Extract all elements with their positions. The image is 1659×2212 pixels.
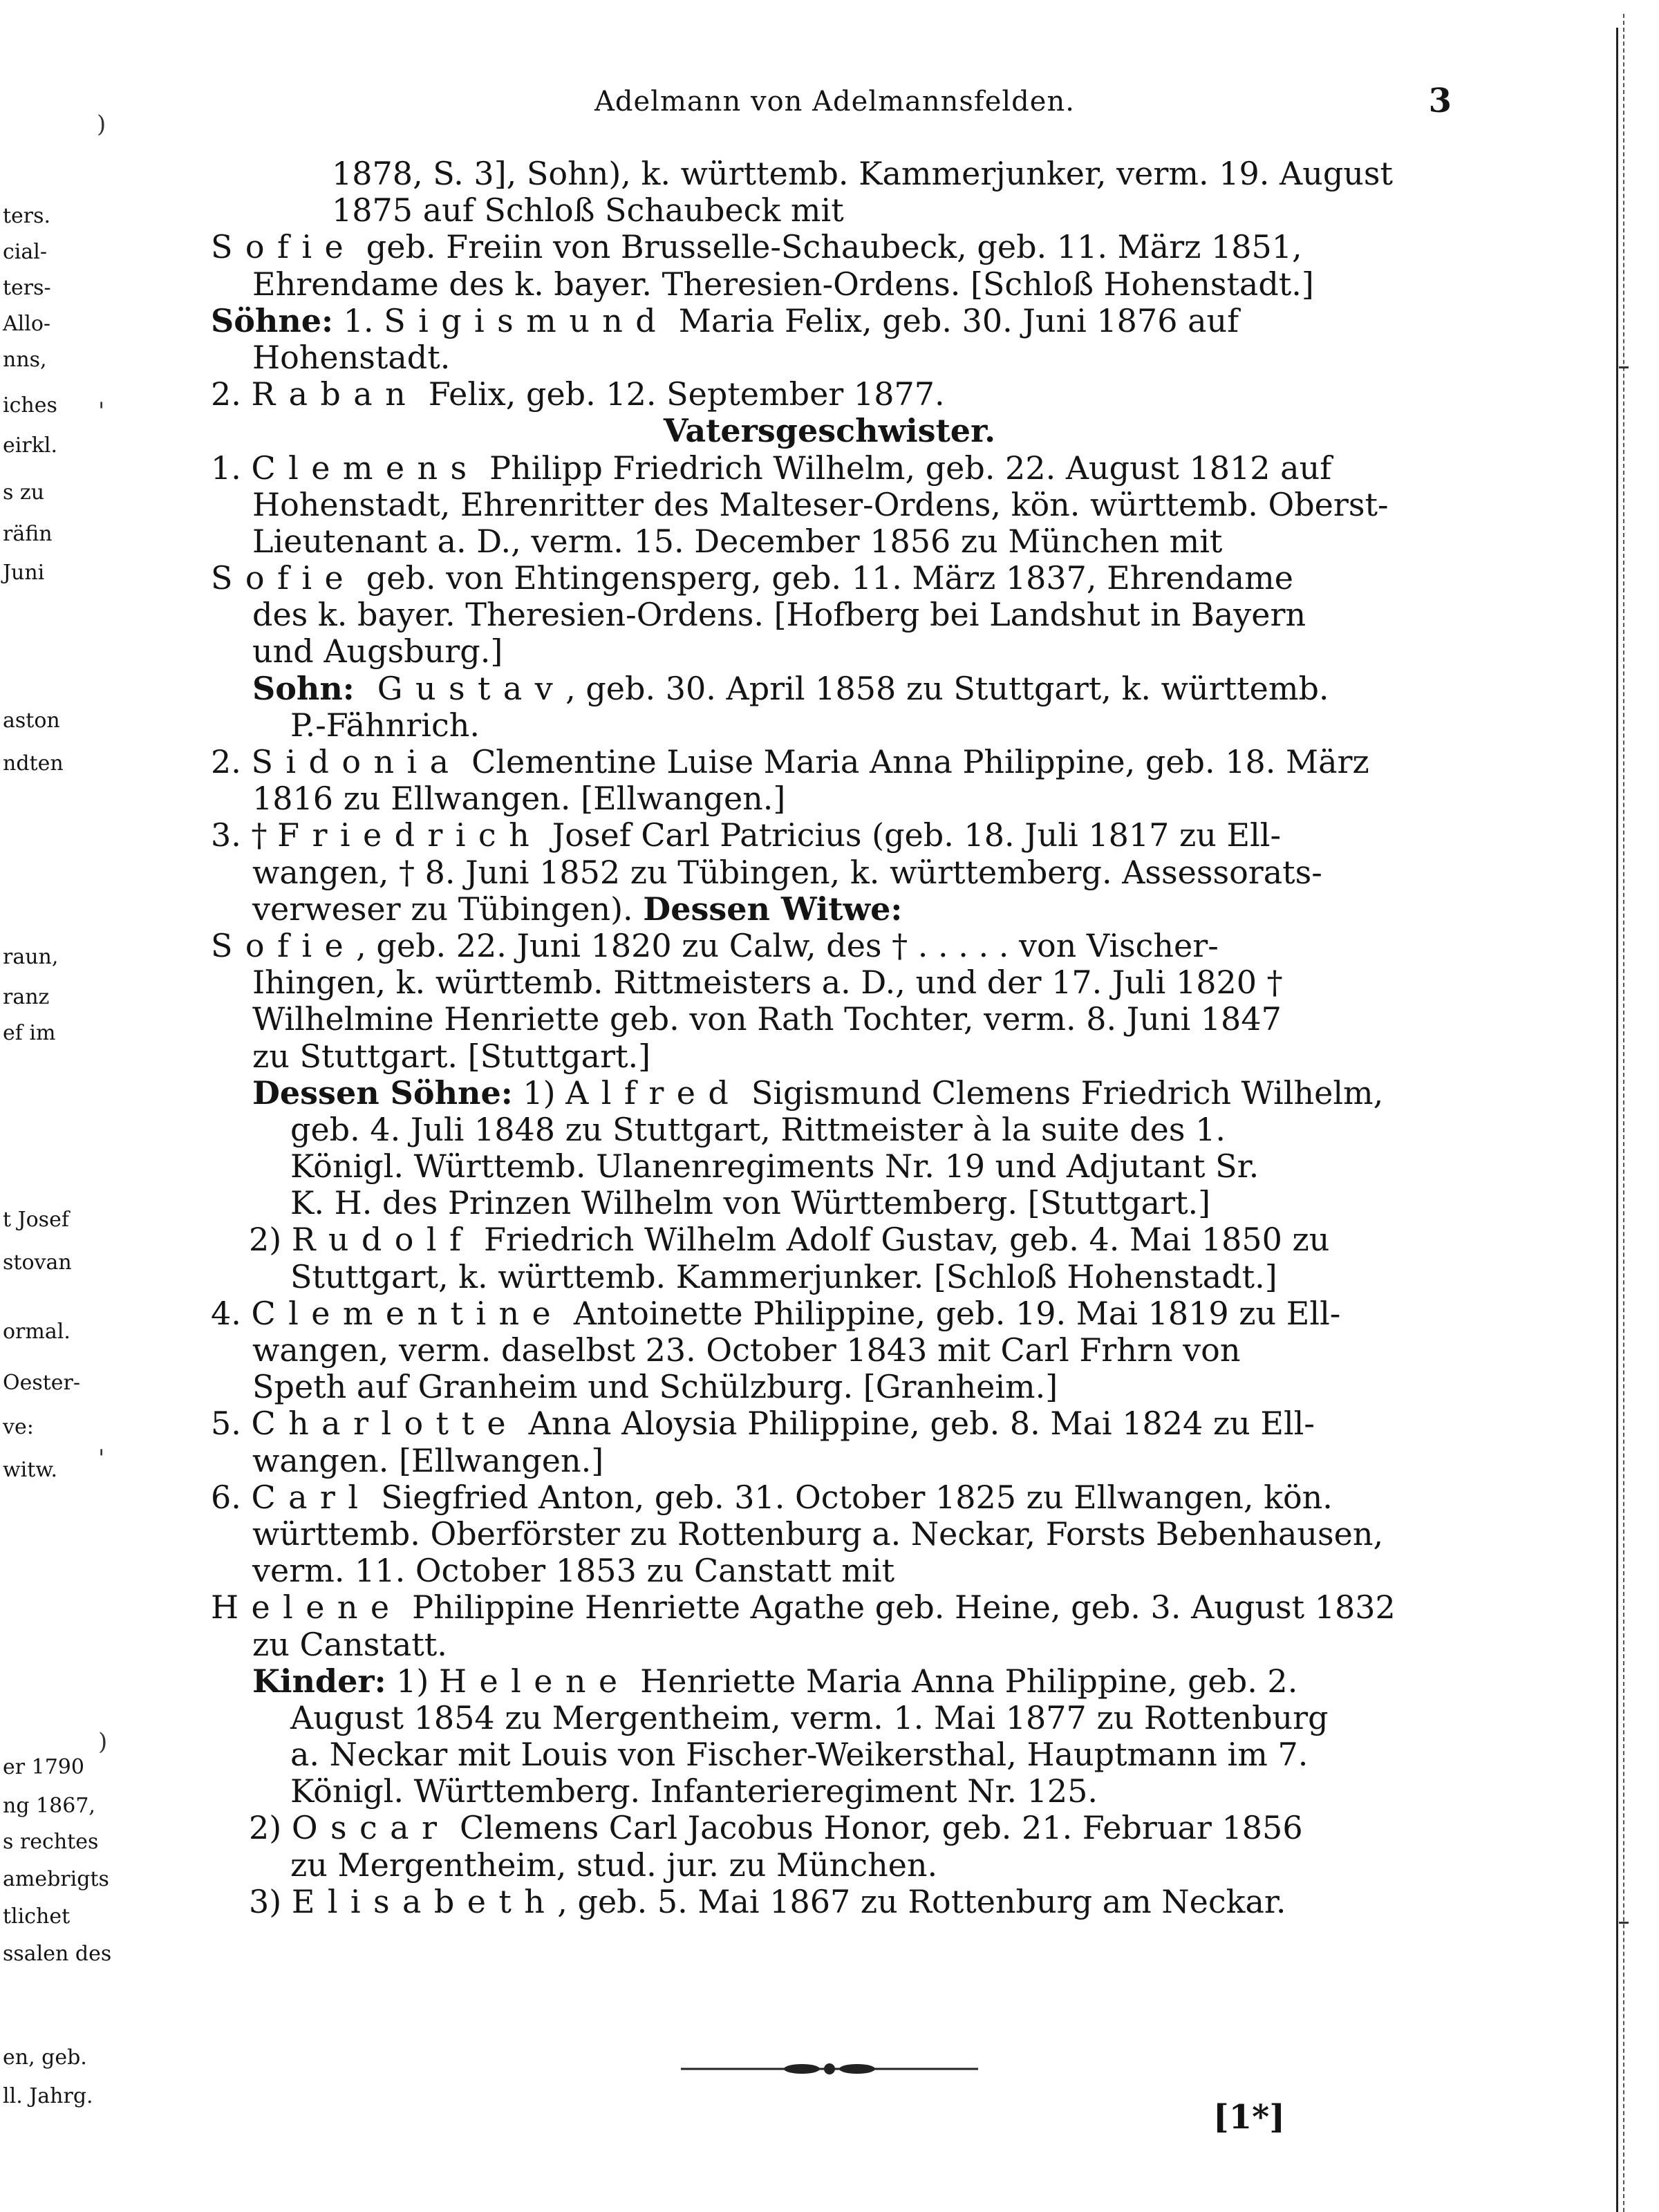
text-line: geb. 4. Juli 1848 zu Stuttgart, Rittmeister à la suite des 1. bbox=[290, 1110, 1226, 1148]
printers-signature-mark: [1*] bbox=[1213, 2098, 1285, 2137]
margin-fragment: en, geb. bbox=[3, 2045, 87, 2070]
gutter-mark: ) bbox=[98, 1728, 108, 1756]
margin-fragment: ef im bbox=[3, 1021, 56, 1045]
running-head: Adelmann von Adelmannsfelden. bbox=[594, 86, 1075, 118]
text-line: 2) Oscar Clemens Carl Jacobus Honor, geb. 21. Februar 1856 bbox=[249, 1809, 1303, 1847]
text-line: Speth auf Granheim und Schülzburg. [Granheim.] bbox=[252, 1368, 1058, 1406]
spaced-name: Gustav bbox=[354, 669, 566, 707]
margin-fragment: er 1790 bbox=[3, 1755, 84, 1779]
text-line: verm. 11. October 1853 zu Canstatt mit bbox=[252, 1552, 895, 1590]
margin-fragment: ssalen des bbox=[3, 1942, 112, 1966]
margin-fragment: Juni bbox=[3, 561, 45, 585]
margin-fragment: ll. Jahrg. bbox=[3, 2084, 93, 2108]
spaced-name: Clementine bbox=[251, 1294, 564, 1332]
text-line: wangen. [Ellwangen.] bbox=[252, 1441, 604, 1479]
text-line: 3. † Friedrich Josef Carl Patricius (geb. 18. Juli 1817 zu Ell- bbox=[211, 816, 1282, 854]
text-line: 2. Sidonia Clementine Luise Maria Anna Philippine, geb. 18. März bbox=[211, 743, 1369, 780]
gutter-mark: ' bbox=[98, 397, 105, 425]
spaced-name: Charlotte bbox=[251, 1405, 518, 1443]
text-line: des k. bayer. Theresien-Ordens. [Hofberg bei Landshut in Bayern bbox=[252, 596, 1306, 634]
spaced-name: Sofie bbox=[211, 228, 357, 266]
text-line: Sofie, geb. 22. Juni 1820 zu Calw, des † . . . . . von Vischer- bbox=[211, 926, 1219, 964]
text-line: Königl. Württemberg. Infanterieregiment Nr. 125. bbox=[290, 1772, 1098, 1810]
text-line: Sofie geb. von Ehtingensperg, geb. 11. März 1837, Ehrendame bbox=[211, 559, 1293, 597]
margin-fragment: Allo- bbox=[3, 312, 51, 336]
text-line: P.-Fähnrich. bbox=[290, 706, 480, 744]
spaced-name: Sofie bbox=[211, 926, 357, 964]
margin-fragment: ters- bbox=[3, 276, 51, 300]
margin-fragment: ters. bbox=[3, 204, 51, 228]
margin-fragment: tlichet bbox=[3, 1904, 71, 1929]
text-line: Wilhelmine Henriette geb. von Rath Tochter, verm. 8. Juni 1847 bbox=[252, 1000, 1282, 1038]
genealogy-entry-text bbox=[211, 156, 1448, 1920]
text-line: und Augsburg.] bbox=[252, 632, 503, 671]
text-line: 5. Charlotte Anna Aloysia Philippine, geb. 8. Mai 1824 zu Ell- bbox=[211, 1405, 1315, 1443]
text-line: Hohenstadt. bbox=[252, 338, 451, 376]
spaced-name: Helene bbox=[439, 1662, 630, 1700]
text-line: Königl. Württemb. Ulanenregiments Nr. 19 und Adjutant Sr. bbox=[290, 1147, 1259, 1185]
spaced-name: Oscar bbox=[291, 1809, 450, 1847]
spaced-name: Helene bbox=[211, 1588, 402, 1627]
facing-page-margin bbox=[0, 0, 112, 2212]
section-label: Dessen Witwe: bbox=[643, 890, 903, 928]
text-line: Ehrendame des k. bayer. Theresien-Ordens. [Schloß Hohenstadt.] bbox=[252, 265, 1314, 303]
text-line: zu Stuttgart. [Stuttgart.] bbox=[252, 1037, 651, 1075]
gutter-mark: ) bbox=[97, 111, 106, 138]
spaced-name: Alfred bbox=[565, 1074, 742, 1112]
margin-fragment: eirkl. bbox=[3, 433, 57, 458]
text-line: 2. Raban Felix, geb. 12. September 1877. bbox=[211, 375, 945, 413]
text-line: August 1854 zu Mergentheim, verm. 1. Mai 1877 zu Rottenburg bbox=[290, 1698, 1329, 1736]
text-line: 1878, S. 3], Sohn), k. württemb. Kammerjunker, verm. 19. August bbox=[332, 155, 1394, 192]
text-line: 1816 zu Ellwangen. [Ellwangen.] bbox=[252, 780, 786, 818]
text-line: 2) Rudolf Friedrich Wilhelm Adolf Gustav, geb. 4. Mai 1850 zu bbox=[249, 1221, 1330, 1259]
margin-fragment: räfin bbox=[3, 522, 53, 546]
section-heading: Vatersgeschwister. bbox=[663, 412, 996, 450]
margin-fragment: aston bbox=[3, 709, 60, 733]
section-label: Söhne: bbox=[211, 301, 334, 339]
spaced-name: Friedrich bbox=[277, 816, 543, 854]
text-line: Hohenstadt, Ehrenritter des Malteser-Ordens, kön. württemb. Oberst- bbox=[252, 485, 1389, 523]
margin-fragment: amebrigts bbox=[3, 1867, 109, 1891]
spaced-name: Sidonia bbox=[251, 743, 462, 780]
spaced-name: Elisabeth bbox=[291, 1882, 558, 1920]
text-line: wangen, verm. daselbst 23. October 1843 mit Carl Frhrn von bbox=[252, 1331, 1241, 1369]
margin-fragment: ndten bbox=[3, 751, 64, 776]
margin-fragment: ng 1867, bbox=[3, 1794, 95, 1818]
text-line: Stuttgart, k. württemb. Kammerjunker. [Schloß Hohenstadt.] bbox=[290, 1257, 1277, 1295]
margin-fragment: ormal. bbox=[3, 1320, 71, 1344]
text-line: zu Mergentheim, stud. jur. zu München. bbox=[290, 1846, 938, 1884]
ornament-divider bbox=[681, 2059, 978, 2079]
spaced-name: Sigismund bbox=[384, 301, 669, 339]
spaced-name: Rudolf bbox=[291, 1221, 474, 1259]
text-line: württemb. Oberförster zu Rottenburg a. Neckar, Forsts Bebenhausen, bbox=[252, 1515, 1384, 1553]
margin-fragment: witw. bbox=[3, 1458, 57, 1482]
spaced-name: Raban bbox=[251, 375, 419, 413]
spaced-name: Clemens bbox=[251, 449, 480, 487]
text-line: 1875 auf Schloß Schaubeck mit bbox=[332, 191, 844, 229]
text-line: Dessen Söhne: 1) Alfred Sigismund Clemens Friedrich Wilhelm, bbox=[252, 1074, 1384, 1112]
text-line: Söhne: 1. Sigismund Maria Felix, geb. 30. Juni 1876 auf bbox=[211, 301, 1239, 339]
text-line: Sohn: Gustav, geb. 30. April 1858 zu Stuttgart, k. württemb. bbox=[252, 669, 1329, 707]
margin-fragment: raun, bbox=[3, 945, 59, 969]
margin-fragment: nns, bbox=[3, 348, 47, 372]
margin-fragment: Oester- bbox=[3, 1371, 81, 1395]
margin-fragment: t Josef bbox=[3, 1208, 69, 1232]
text-line: 1. Clemens Philipp Friedrich Wilhelm, geb. 22. August 1812 auf bbox=[211, 449, 1332, 487]
text-line: Ihingen, k. württemb. Rittmeisters a. D., und der 17. Juli 1820 † bbox=[252, 964, 1283, 1002]
text-line: Kinder: 1) Helene Henriette Maria Anna Philippine, geb. 2. bbox=[252, 1662, 1298, 1700]
text-line: Helene Philippine Henriette Agathe geb. Heine, geb. 3. August 1832 bbox=[211, 1588, 1396, 1627]
section-label: Kinder: bbox=[252, 1662, 386, 1700]
text-line: a. Neckar mit Louis von Fischer-Weikersthal, Hauptmann im 7. bbox=[290, 1736, 1309, 1774]
margin-fragment: ve: bbox=[3, 1415, 34, 1439]
text-line: verweser zu Tübingen). Dessen Witwe: bbox=[252, 890, 903, 928]
spaced-name: Sofie bbox=[211, 559, 357, 597]
text-line: Sofie geb. Freiin von Brusselle-Schaubeck, geb. 11. März 1851, bbox=[211, 228, 1302, 266]
book-spine-edge bbox=[1611, 0, 1631, 2212]
margin-fragment: stovan bbox=[3, 1250, 72, 1275]
margin-fragment: cial- bbox=[3, 240, 48, 264]
margin-fragment: ranz bbox=[3, 985, 50, 1009]
gutter-mark: ' bbox=[98, 1445, 105, 1472]
text-line: 4. Clementine Antoinette Philippine, geb. 19. Mai 1819 zu Ell- bbox=[211, 1294, 1341, 1332]
text-line: K. H. des Prinzen Wilhelm von Württemberg. [Stuttgart.] bbox=[290, 1184, 1211, 1222]
text-line: wangen, † 8. Juni 1852 zu Tübingen, k. württemberg. Assessorats- bbox=[252, 853, 1322, 891]
section-label: Sohn: bbox=[252, 669, 355, 707]
page-number: 3 bbox=[1428, 82, 1452, 120]
page-header bbox=[207, 82, 1452, 123]
spaced-name: Carl bbox=[251, 1478, 371, 1516]
margin-fragment: iches bbox=[3, 393, 57, 418]
text-line: zu Canstatt. bbox=[252, 1625, 447, 1663]
margin-fragment: s rechtes bbox=[3, 1830, 99, 1854]
text-line: 6. Carl Siegfried Anton, geb. 31. October 1825 zu Ellwangen, kön. bbox=[211, 1478, 1333, 1516]
text-line: 3) Elisabeth, geb. 5. Mai 1867 zu Rottenburg am Neckar. bbox=[249, 1882, 1286, 1920]
text-line: Lieutenant a. D., verm. 15. December 1856 zu München mit bbox=[252, 522, 1223, 560]
section-label: Dessen Söhne: bbox=[252, 1074, 513, 1112]
margin-fragment: s zu bbox=[3, 480, 45, 505]
